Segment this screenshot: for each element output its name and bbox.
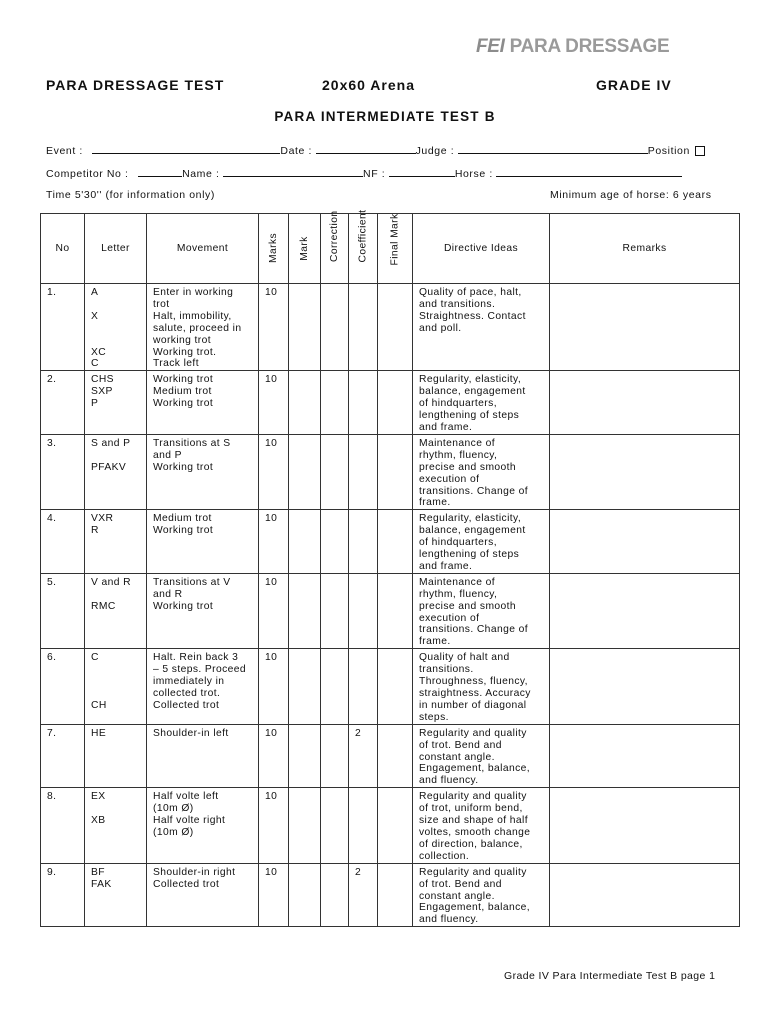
row-letter: VXR R	[85, 510, 147, 574]
event-line	[46, 143, 705, 157]
row-mark-input[interactable]	[289, 371, 321, 435]
name-label: Name :	[182, 168, 220, 180]
row-remarks-input[interactable]	[550, 284, 740, 371]
row-movement: Working trot Medium trot Working trot	[147, 371, 259, 435]
row-directive: Regularity, elasticity, balance, engagement of hindquarters, lengthening of steps and frame.	[413, 371, 550, 435]
row-remarks-input[interactable]	[550, 434, 740, 509]
row-directive: Regularity and quality of trot. Bend and constant angle. Engagement, balance, and fluency.	[413, 724, 550, 788]
name-field[interactable]	[223, 166, 363, 177]
col-movement: Movement	[147, 214, 259, 284]
row-marks: 10	[259, 863, 289, 927]
row-movement: Enter in working trot Halt, immobility, salute, proceed in working trot Working trot. Track left	[147, 284, 259, 371]
horse-label: Horse :	[454, 168, 493, 180]
table-row	[41, 434, 740, 509]
row-remarks-input[interactable]	[550, 863, 740, 927]
competitor-field[interactable]	[138, 166, 182, 177]
col-directive: Directive Ideas	[413, 214, 550, 284]
row-number: 7.	[41, 724, 85, 788]
position-label: Position	[647, 145, 690, 157]
row-directive: Regularity and quality of trot, uniform bend, size and shape of half voltes, smooth change of direction, balance, collection.	[413, 788, 550, 863]
row-letter: C CH	[85, 649, 147, 724]
col-correction: Correction	[321, 214, 349, 284]
row-number: 2.	[41, 371, 85, 435]
row-movement: Half volte left (10m Ø) Half volte right (10m Ø)	[147, 788, 259, 863]
row-mark-input[interactable]	[289, 863, 321, 927]
row-directive: Maintenance of rhythm, fluency, precise and smooth execution of transitions. Change of frame.	[413, 434, 550, 509]
table-row	[41, 371, 740, 435]
row-directive: Quality of pace, halt, and transitions. Straightness. Contact and poll.	[413, 284, 550, 371]
row-coefficient	[349, 788, 378, 863]
row-correction-input[interactable]	[321, 284, 349, 371]
test-label: PARA DRESSAGE TEST	[46, 77, 225, 93]
row-directive: Regularity and quality of trot. Bend and constant angle. Engagement, balance, and fluency.	[413, 863, 550, 927]
row-mark-input[interactable]	[289, 649, 321, 724]
row-final-mark-input[interactable]	[378, 434, 413, 509]
row-mark-input[interactable]	[289, 724, 321, 788]
table-row	[41, 649, 740, 724]
col-letter: Letter	[85, 214, 147, 284]
col-no: No	[41, 214, 85, 284]
table-row	[41, 510, 740, 574]
row-correction-input[interactable]	[321, 434, 349, 509]
min-age-line: Minimum age of horse: 6 years	[550, 189, 712, 201]
row-marks: 10	[259, 573, 289, 648]
row-remarks-input[interactable]	[550, 788, 740, 863]
row-correction-input[interactable]	[321, 788, 349, 863]
table-row	[41, 788, 740, 863]
position-checkbox[interactable]	[695, 146, 705, 156]
row-coefficient	[349, 371, 378, 435]
row-marks: 10	[259, 649, 289, 724]
date-label: Date :	[280, 145, 313, 157]
row-movement: Shoulder-in left	[147, 724, 259, 788]
col-mark: Mark	[289, 214, 321, 284]
row-correction-input[interactable]	[321, 510, 349, 574]
row-final-mark-input[interactable]	[378, 510, 413, 574]
row-final-mark-input[interactable]	[378, 573, 413, 648]
fei-para-dressage-logo	[476, 36, 669, 58]
row-number: 3.	[41, 434, 85, 509]
row-letter: S and P PFAKV	[85, 434, 147, 509]
row-movement: Transitions at V and R Working trot	[147, 573, 259, 648]
row-remarks-input[interactable]	[550, 573, 740, 648]
row-correction-input[interactable]	[321, 649, 349, 724]
row-number: 4.	[41, 510, 85, 574]
table-row	[41, 724, 740, 788]
table-row	[41, 863, 740, 927]
nf-label: NF :	[363, 168, 386, 180]
row-marks: 10	[259, 434, 289, 509]
competitor-label: Competitor No :	[46, 168, 129, 180]
row-marks: 10	[259, 788, 289, 863]
row-correction-input[interactable]	[321, 863, 349, 927]
row-directive: Regularity, elasticity, balance, engagement of hindquarters, lengthening of steps and frame.	[413, 510, 550, 574]
row-mark-input[interactable]	[289, 434, 321, 509]
nf-field[interactable]	[389, 166, 455, 177]
row-remarks-input[interactable]	[550, 371, 740, 435]
row-final-mark-input[interactable]	[378, 371, 413, 435]
row-number: 1.	[41, 284, 85, 371]
row-coefficient: 2	[349, 724, 378, 788]
row-directive: Quality of halt and transitions. Throughness, fluency, straightness. Accuracy in number of diagonal steps.	[413, 649, 550, 724]
row-coefficient	[349, 573, 378, 648]
table-row	[41, 284, 740, 371]
judge-label: Judge :	[415, 145, 455, 157]
row-letter: V and R RMC	[85, 573, 147, 648]
row-correction-input[interactable]	[321, 573, 349, 648]
row-letter: BF FAK	[85, 863, 147, 927]
table-row	[41, 573, 740, 648]
row-marks: 10	[259, 724, 289, 788]
fei-logo-mark: FEI	[476, 36, 505, 57]
col-marks: Marks	[259, 214, 289, 284]
event-label: Event :	[46, 145, 83, 157]
test-table	[40, 209, 740, 927]
row-letter: EX XB	[85, 788, 147, 863]
arena-label: 20x60 Arena	[322, 77, 415, 93]
row-coefficient	[349, 510, 378, 574]
row-number: 8.	[41, 788, 85, 863]
row-marks: 10	[259, 284, 289, 371]
row-coefficient	[349, 434, 378, 509]
row-mark-input[interactable]	[289, 573, 321, 648]
header-row	[41, 214, 740, 284]
row-letter: HE	[85, 724, 147, 788]
row-marks: 10	[259, 510, 289, 574]
page-footer: Grade IV Para Intermediate Test B page 1	[504, 970, 716, 982]
col-remarks: Remarks	[550, 214, 740, 284]
row-remarks-input[interactable]	[550, 724, 740, 788]
col-final-mark: Final Mark	[378, 214, 413, 284]
row-mark-input[interactable]	[289, 510, 321, 574]
row-correction-input[interactable]	[321, 371, 349, 435]
row-letter: A X XC C	[85, 284, 147, 371]
row-final-mark-input[interactable]	[378, 863, 413, 927]
row-coefficient	[349, 649, 378, 724]
row-movement: Transitions at S and P Working trot	[147, 434, 259, 509]
row-final-mark-input[interactable]	[378, 284, 413, 371]
row-number: 9.	[41, 863, 85, 927]
grade-label: GRADE IV	[596, 77, 672, 93]
row-correction-input[interactable]	[321, 724, 349, 788]
row-number: 5.	[41, 573, 85, 648]
col-coefficient: Coefficient	[349, 214, 378, 284]
row-remarks-input[interactable]	[550, 510, 740, 574]
row-coefficient: 2	[349, 863, 378, 927]
row-movement: Medium trot Working trot	[147, 510, 259, 574]
logo-text: PARA DRESSAGE	[509, 36, 670, 57]
row-mark-input[interactable]	[289, 788, 321, 863]
row-remarks-input[interactable]	[550, 649, 740, 724]
horse-field[interactable]	[496, 166, 682, 177]
row-final-mark-input[interactable]	[378, 724, 413, 788]
row-letter: CHS SXP P	[85, 371, 147, 435]
judge-field[interactable]	[458, 143, 648, 154]
date-field[interactable]	[316, 143, 416, 154]
competitor-line	[46, 166, 682, 180]
row-coefficient	[349, 284, 378, 371]
event-field[interactable]	[92, 143, 280, 154]
row-marks: 10	[259, 371, 289, 435]
time-line: Time 5'30'' (for information only)	[46, 189, 215, 201]
row-movement: Halt. Rein back 3 – 5 steps. Proceed immediately in collected trot. Collected trot	[147, 649, 259, 724]
row-number: 6.	[41, 649, 85, 724]
row-final-mark-input[interactable]	[378, 788, 413, 863]
row-movement: Shoulder-in right Collected trot	[147, 863, 259, 927]
row-mark-input[interactable]	[289, 284, 321, 371]
page-title: PARA INTERMEDIATE TEST B	[274, 109, 496, 124]
row-final-mark-input[interactable]	[378, 649, 413, 724]
row-directive: Maintenance of rhythm, fluency, precise and smooth execution of transitions. Change of frame.	[413, 573, 550, 648]
